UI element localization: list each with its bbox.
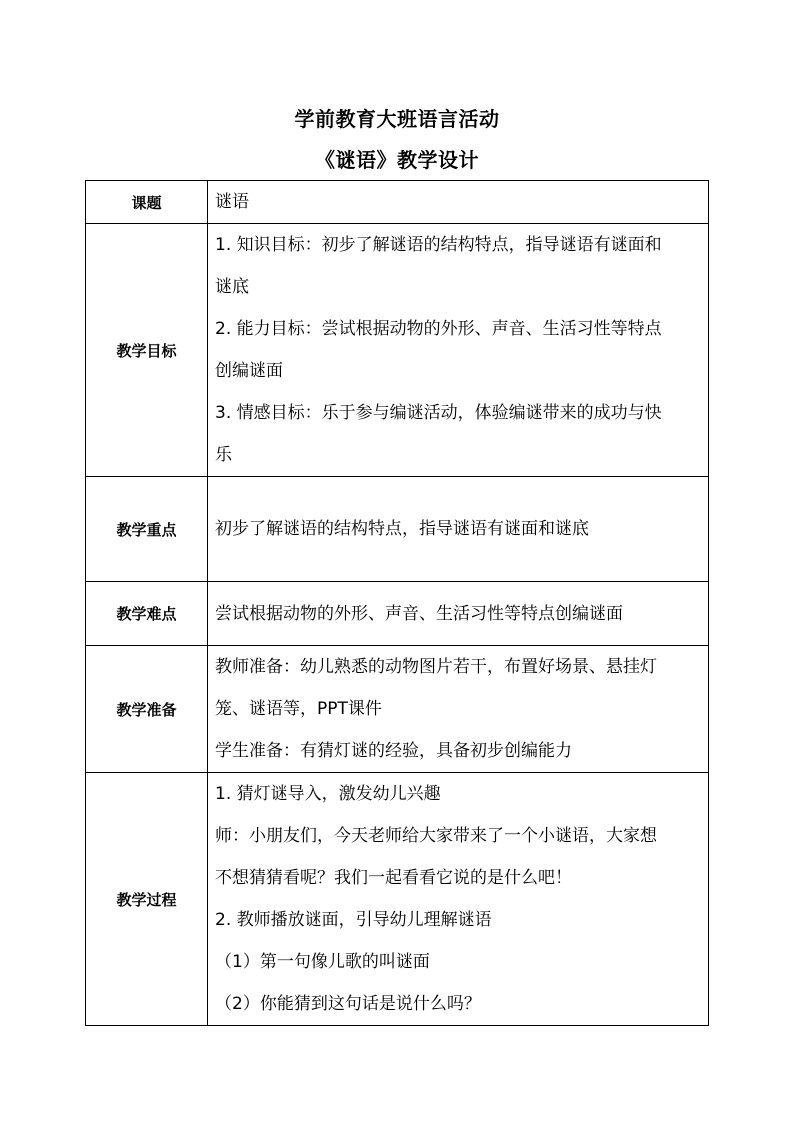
- row-label-process: 教学过程: [86, 773, 208, 1026]
- table-row: [86, 582, 709, 646]
- content-line: 乐: [215, 445, 232, 465]
- table-row: [86, 773, 709, 1026]
- table-row: [86, 477, 709, 582]
- table-row: [86, 646, 709, 773]
- content-line: 尝试根据动物的外形、声音、生活习性等特点创编谜面: [215, 603, 623, 624]
- row-content-difficulties: [208, 582, 709, 646]
- content-line: 笼、谜语等，PPT课件: [215, 699, 382, 719]
- content-line: 初步了解谜语的结构特点，指导谜语有谜面和谜底: [215, 519, 589, 539]
- content-line: 学生准备：有猜灯谜的经验，具备初步创编能力: [215, 741, 572, 761]
- row-content-key-points: [208, 477, 709, 582]
- content-line: 1. 知识目标：初步了解谜语的结构特点，指导谜语有谜面和: [215, 235, 662, 255]
- content-line: 2. 能力目标：尝试根据动物的外形、声音、生活习性等特点: [215, 319, 662, 339]
- content-line: 师：小朋友们，今天老师给大家带来了一个小谜语，大家想: [215, 826, 657, 846]
- content-line: （1）第一句像儿歌的叫谜面: [215, 952, 430, 972]
- content-line: 2. 教师播放谜面，引导幼儿理解谜语: [215, 910, 492, 930]
- row-label-goals: 教学目标: [86, 224, 208, 477]
- content-line: 1. 猜灯谜导入，激发幼儿兴趣: [215, 784, 441, 804]
- row-content-process: [208, 773, 709, 1026]
- content-line: 谜底: [215, 277, 249, 297]
- row-label-preparation: 教学准备: [86, 646, 208, 773]
- row-label-key-points: 教学重点: [86, 477, 208, 582]
- content-line: 教师准备：幼儿熟悉的动物图片若干，布置好场景、悬挂灯: [215, 657, 657, 677]
- document-subtitle: 《谜语》教学设计: [315, 148, 479, 172]
- row-content-topic: [208, 181, 709, 224]
- content-line: 不想猜猜看呢？我们一起看看它说的是什么吧！: [215, 868, 572, 888]
- content-line: 谜语: [215, 192, 249, 212]
- content-line: （2）你能猜到这句话是说什么吗？: [215, 994, 481, 1014]
- content-line: 3. 情感目标：乐于参与编谜活动，体验编谜带来的成功与快: [215, 403, 662, 423]
- document-title: 学前教育大班语言活动: [294, 107, 500, 131]
- row-content-goals: [208, 224, 709, 477]
- content-line: 创编谜面: [215, 361, 283, 381]
- lesson-plan-table: [85, 180, 709, 1026]
- row-content-preparation: [208, 646, 709, 773]
- row-label-topic: 课题: [86, 181, 208, 224]
- table-row: [86, 224, 709, 477]
- table-row: [86, 181, 709, 224]
- row-label-difficulties: 教学难点: [86, 582, 208, 646]
